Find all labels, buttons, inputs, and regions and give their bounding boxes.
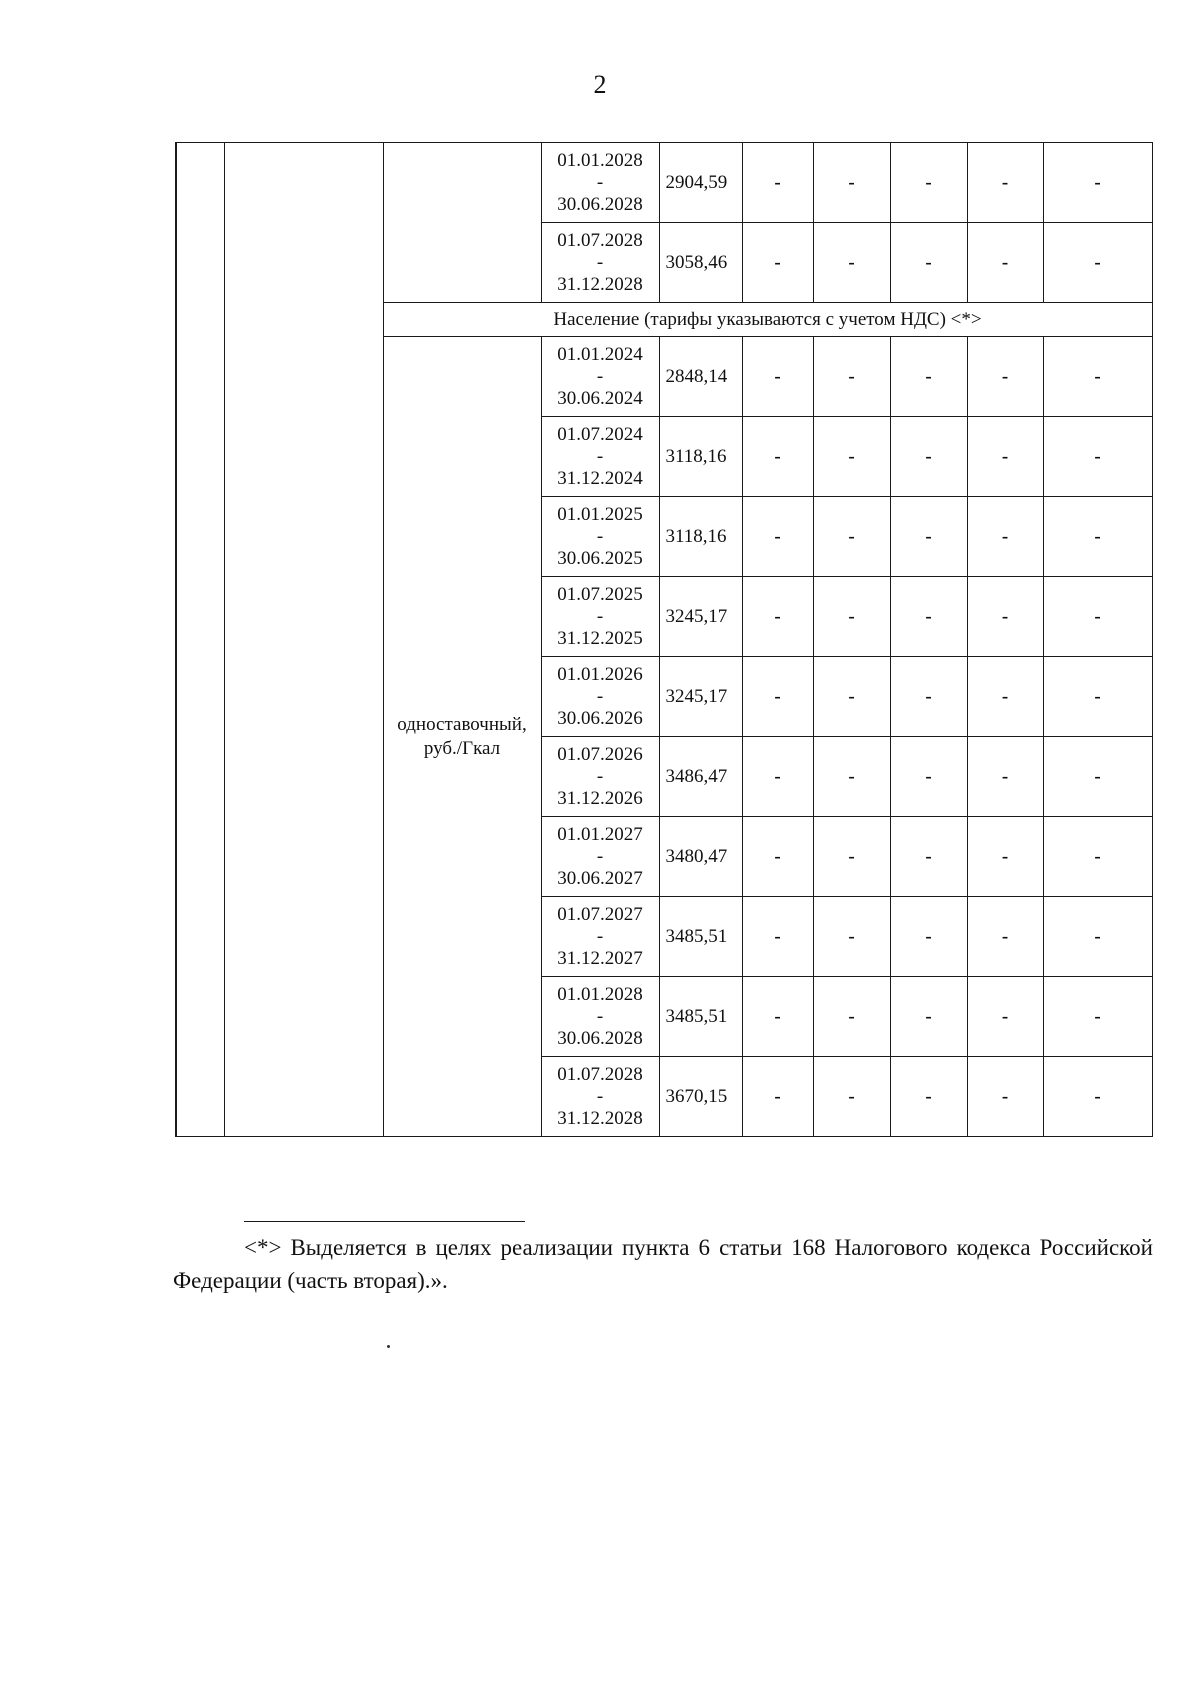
period-cell xyxy=(541,497,659,577)
unit-cell: одноставочный, руб./Гкал xyxy=(383,337,541,1137)
period-end: 31.12.2028 xyxy=(557,1107,643,1129)
period-separator: - xyxy=(596,251,604,273)
period-cell xyxy=(541,143,659,223)
empty-value-c3: - xyxy=(890,657,967,737)
period-start: 01.01.2027 xyxy=(557,823,643,845)
period-end: 30.06.2028 xyxy=(557,1027,643,1049)
period-start: 01.07.2028 xyxy=(557,229,643,251)
number-column xyxy=(176,143,224,1137)
empty-value-c4: - xyxy=(967,737,1043,817)
period-end: 30.06.2024 xyxy=(557,387,643,409)
tariff-value: 3118,16 xyxy=(659,497,742,577)
period-cell xyxy=(541,337,659,417)
period-start: 01.07.2026 xyxy=(557,743,643,765)
period-end: 30.06.2028 xyxy=(557,193,643,215)
empty-value-c5: - xyxy=(1043,1057,1152,1137)
empty-value-c2: - xyxy=(813,897,890,977)
tariff-value: 3670,15 xyxy=(659,1057,742,1137)
empty-value-c1: - xyxy=(742,897,813,977)
period-start: 01.07.2025 xyxy=(557,583,643,605)
empty-value-c5: - xyxy=(1043,737,1152,817)
empty-value-c5: - xyxy=(1043,337,1152,417)
period-separator: - xyxy=(596,845,604,867)
empty-value-c1: - xyxy=(742,737,813,817)
period-cell xyxy=(541,577,659,657)
period-start: 01.01.2028 xyxy=(557,983,643,1005)
empty-value-c5: - xyxy=(1043,143,1152,223)
tariff-value: 2904,59 xyxy=(659,143,742,223)
tariff-value: 3245,17 xyxy=(659,657,742,737)
empty-value-c5: - xyxy=(1043,223,1152,303)
period-separator: - xyxy=(596,171,604,193)
empty-value-c4: - xyxy=(967,977,1043,1057)
empty-value-c3: - xyxy=(890,897,967,977)
empty-value-c3: - xyxy=(890,737,967,817)
empty-value-c2: - xyxy=(813,657,890,737)
period-separator: - xyxy=(596,1085,604,1107)
period-end: 31.12.2028 xyxy=(557,273,643,295)
period-start: 01.07.2027 xyxy=(557,903,643,925)
tariff-value: 3486,47 xyxy=(659,737,742,817)
table-row xyxy=(176,143,1152,223)
period-start: 01.01.2026 xyxy=(557,663,643,685)
tariff-value: 3480,47 xyxy=(659,817,742,897)
empty-value-c4: - xyxy=(967,1057,1043,1137)
period-start: 01.07.2028 xyxy=(557,1063,643,1085)
tariff-table xyxy=(175,142,1153,1137)
footnote-separator xyxy=(244,1221,525,1222)
empty-value-c3: - xyxy=(890,977,967,1057)
empty-value-c4: - xyxy=(967,143,1043,223)
period-cell xyxy=(541,977,659,1057)
period-cell xyxy=(541,417,659,497)
empty-value-c4: - xyxy=(967,657,1043,737)
empty-value-c1: - xyxy=(742,143,813,223)
period-separator: - xyxy=(596,1005,604,1027)
tariff-value: 3245,17 xyxy=(659,577,742,657)
empty-value-c4: - xyxy=(967,817,1043,897)
table-body xyxy=(176,143,1152,1137)
period-end: 31.12.2027 xyxy=(557,947,643,969)
unit-cell-continued xyxy=(383,143,541,303)
empty-value-c2: - xyxy=(813,577,890,657)
empty-value-c1: - xyxy=(742,817,813,897)
period-separator: - xyxy=(596,525,604,547)
period-cell xyxy=(541,817,659,897)
empty-value-c5: - xyxy=(1043,577,1152,657)
empty-value-c1: - xyxy=(742,1057,813,1137)
empty-value-c1: - xyxy=(742,417,813,497)
period-start: 01.07.2024 xyxy=(557,423,643,445)
period-start: 01.01.2024 xyxy=(557,343,643,365)
empty-value-c5: - xyxy=(1043,817,1152,897)
empty-value-c2: - xyxy=(813,223,890,303)
empty-value-c5: - xyxy=(1043,977,1152,1057)
scan-speck xyxy=(387,1345,390,1348)
tariff-value: 3485,51 xyxy=(659,977,742,1057)
empty-value-c1: - xyxy=(742,577,813,657)
empty-value-c4: - xyxy=(967,577,1043,657)
period-cell xyxy=(541,223,659,303)
period-separator: - xyxy=(596,685,604,707)
empty-value-c1: - xyxy=(742,657,813,737)
period-separator: - xyxy=(596,765,604,787)
section-heading: Население (тарифы указываются с учетом НДС) <*> xyxy=(383,303,1152,337)
page-number: 2 xyxy=(593,70,607,99)
empty-value-c5: - xyxy=(1043,417,1152,497)
empty-value-c4: - xyxy=(967,417,1043,497)
period-cell xyxy=(541,897,659,977)
period-end: 30.06.2025 xyxy=(557,547,643,569)
tariff-value: 3485,51 xyxy=(659,897,742,977)
period-separator: - xyxy=(596,445,604,467)
empty-value-c1: - xyxy=(742,977,813,1057)
period-separator: - xyxy=(596,925,604,947)
empty-value-c1: - xyxy=(742,337,813,417)
footnote-text: <*> Выделяется в целях реализации пункта 6 статьи 168 Налогового кодекса Российской Федерации (часть вторая).». xyxy=(173,1235,1153,1293)
empty-value-c5: - xyxy=(1043,497,1152,577)
empty-value-c4: - xyxy=(967,897,1043,977)
period-separator: - xyxy=(596,605,604,627)
empty-value-c3: - xyxy=(890,337,967,417)
period-separator: - xyxy=(596,365,604,387)
empty-value-c1: - xyxy=(742,497,813,577)
empty-value-c4: - xyxy=(967,497,1043,577)
empty-value-c2: - xyxy=(813,817,890,897)
period-end: 31.12.2026 xyxy=(557,787,643,809)
period-cell xyxy=(541,657,659,737)
period-end: 30.06.2027 xyxy=(557,867,643,889)
empty-value-c3: - xyxy=(890,497,967,577)
period-cell xyxy=(541,1057,659,1137)
empty-value-c1: - xyxy=(742,223,813,303)
empty-value-c3: - xyxy=(890,143,967,223)
tariff-value: 2848,14 xyxy=(659,337,742,417)
empty-value-c2: - xyxy=(813,417,890,497)
empty-value-c2: - xyxy=(813,497,890,577)
empty-value-c2: - xyxy=(813,337,890,417)
empty-value-c5: - xyxy=(1043,657,1152,737)
empty-value-c2: - xyxy=(813,143,890,223)
period-end: 30.06.2026 xyxy=(557,707,643,729)
empty-value-c3: - xyxy=(890,223,967,303)
empty-value-c4: - xyxy=(967,337,1043,417)
empty-value-c3: - xyxy=(890,577,967,657)
organization-column xyxy=(224,143,383,1137)
tariff-value: 3118,16 xyxy=(659,417,742,497)
empty-value-c5: - xyxy=(1043,897,1152,977)
period-start: 01.01.2025 xyxy=(557,503,643,525)
empty-value-c2: - xyxy=(813,1057,890,1137)
empty-value-c4: - xyxy=(967,223,1043,303)
period-end: 31.12.2025 xyxy=(557,627,643,649)
empty-value-c3: - xyxy=(890,817,967,897)
period-cell xyxy=(541,737,659,817)
empty-value-c2: - xyxy=(813,737,890,817)
empty-value-c3: - xyxy=(890,417,967,497)
empty-value-c2: - xyxy=(813,977,890,1057)
tariff-value: 3058,46 xyxy=(659,223,742,303)
empty-value-c3: - xyxy=(890,1057,967,1137)
period-start: 01.01.2028 xyxy=(557,149,643,171)
period-end: 31.12.2024 xyxy=(557,467,643,489)
